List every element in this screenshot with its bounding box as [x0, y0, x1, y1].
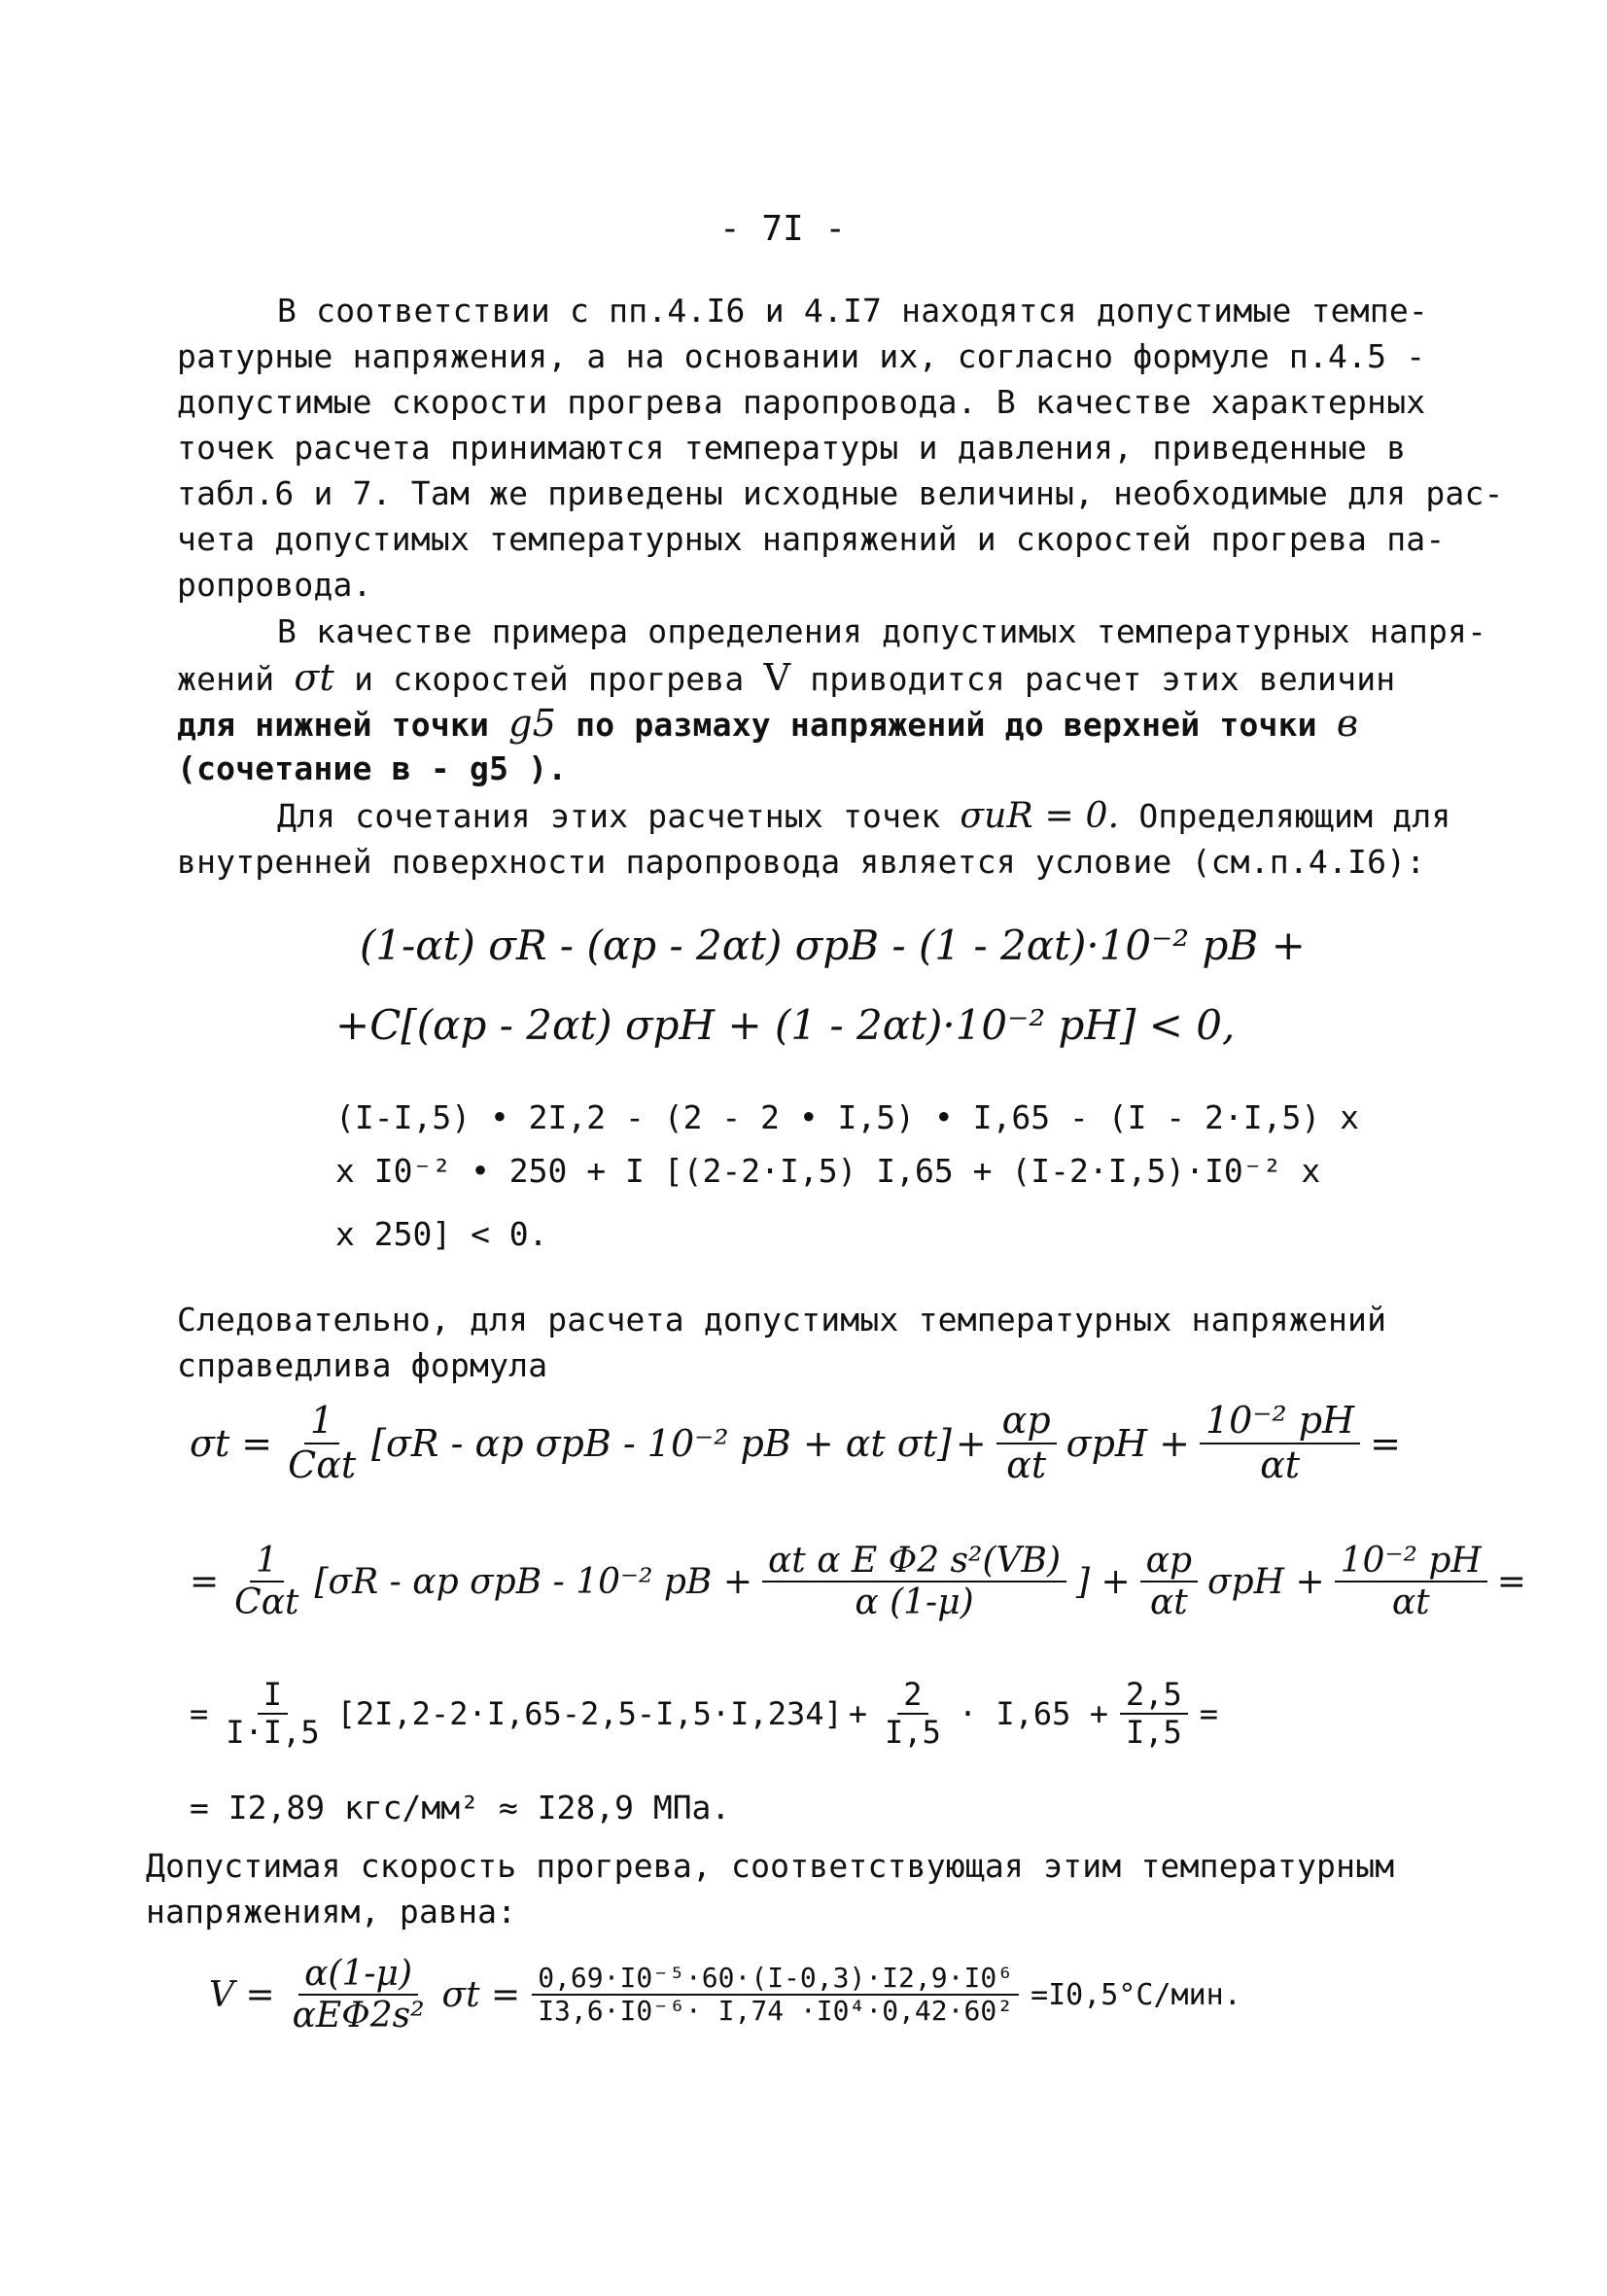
- fraction: [228, 1541, 304, 1623]
- fraction: [532, 1963, 1019, 2027]
- fraction: [996, 1400, 1057, 1486]
- text: по размаху напряжений до верхней точки: [576, 706, 1317, 744]
- paragraph1-line: табл.6 и 7. Там же приведены исходные величины, необходимые для рас-: [177, 474, 1504, 512]
- fraction: [762, 1541, 1066, 1623]
- numeric-check-row2: x I0⁻² • 250 + I [(2-2·I,5) I,65 + (I-2·I,5)·I0⁻² x: [335, 1152, 1321, 1190]
- numerator: αp: [1140, 1541, 1198, 1583]
- page-number: - 7I -: [719, 209, 847, 249]
- paragraph4-line: Следовательно, для расчета допустимых температурных напряжений: [177, 1301, 1387, 1339]
- denominator: I3,6·I0⁻⁶· I,74 ·I0⁴·0,42·60²: [538, 1995, 1014, 2028]
- numeric-check-row1: (I-I,5) • 2I,2 - (2 - 2 • I,5) • I,65 - (I - 2·I,5) x: [335, 1098, 1359, 1136]
- sigma-symbol: σt =: [441, 1974, 521, 2015]
- fraction: [220, 1677, 325, 1751]
- formula-sigma-row1: [190, 1400, 1401, 1486]
- numerator: αt α E Φ2 s²(VB): [762, 1541, 1066, 1583]
- formula-lhs: σt =: [190, 1421, 273, 1465]
- sigma-r-symbol: σиR = 0.: [960, 796, 1120, 836]
- equals-sign: =: [1370, 1421, 1402, 1465]
- condition-row2: +C[(αp - 2αt) σpH + (1 - 2αt)·10⁻² pH] < 0,: [335, 1001, 1236, 1049]
- numerator: 2,5: [1120, 1677, 1188, 1715]
- denominator: I,5: [1125, 1713, 1182, 1751]
- numerator: I: [258, 1677, 288, 1715]
- paragraph1-line: чета допустимых температурных напряжений и скоростей прогрева па-: [177, 520, 1446, 558]
- numerator: α(1-μ): [298, 1954, 418, 1996]
- paragraph4-line: справедлива формула: [177, 1346, 548, 1384]
- denominator: αEΦ2s²: [292, 1996, 425, 2036]
- plus-sign: +: [955, 1421, 987, 1465]
- paragraph3-line1: [277, 797, 1450, 836]
- numerator: 10⁻² pH: [1335, 1541, 1487, 1583]
- denominator: αt: [1149, 1583, 1188, 1623]
- paragraph5-line: Допустимая скорость прогрева, соответствующая этим температурным: [146, 1847, 1395, 1885]
- condition-row1: (1-αt) σR - (αp - 2αt) σpB - (1 - 2αt)·10⁻² pB +: [360, 922, 1306, 969]
- text: жений: [177, 660, 275, 698]
- numeric-check-row3: x 250] < 0.: [335, 1215, 548, 1253]
- denominator: αt: [1260, 1443, 1301, 1486]
- equals-sign: =: [190, 1561, 220, 1602]
- numerator: 1: [304, 1400, 339, 1444]
- numerator: 10⁻² pH: [1200, 1400, 1360, 1444]
- fraction: [1120, 1677, 1188, 1751]
- paragraph5-line: напряжениям, равна:: [146, 1893, 517, 1931]
- denominator: I,5: [885, 1713, 941, 1751]
- fraction: [1200, 1400, 1360, 1486]
- paragraph1-line: ропровода.: [177, 566, 372, 604]
- result-line: = I2,89 кгс/мм² ≈ I28,9 МПа.: [190, 1789, 731, 1826]
- denominator: Cαt: [234, 1583, 299, 1623]
- fraction: [879, 1677, 947, 1751]
- paragraph3-line2: внутренней поверхности паропровода является условие (см.п.4.I6):: [177, 843, 1426, 881]
- denominator: Cαt: [288, 1443, 357, 1486]
- denominator: αt: [1006, 1443, 1047, 1486]
- term: · I,65 +: [958, 1694, 1108, 1732]
- bracket-expression: [σR - αp σpB - 10⁻² pB +: [314, 1561, 752, 1602]
- bracket-expression: [σR - αp σpB - 10⁻² pB + αt σt]: [371, 1421, 952, 1465]
- denominator: I·I,5: [226, 1713, 320, 1751]
- text: для нижней точки: [177, 706, 490, 744]
- text: Определяющим для: [1138, 797, 1451, 835]
- formula-numeric: [190, 1677, 1218, 1751]
- equals-sign: =: [190, 1694, 209, 1732]
- bracket-expression: [2I,2-2·I,65-2,5-I,5·I,234]: [336, 1694, 843, 1732]
- result-value: =I0,5°C/мин.: [1031, 1977, 1241, 2012]
- paragraph2-line4: (сочетание в - g5 ).: [177, 749, 568, 787]
- fraction: [1140, 1541, 1198, 1623]
- numerator: αp: [996, 1400, 1057, 1444]
- numerator: 0,69·I0⁻⁵·60·(I-0,3)·I2,9·I0⁶: [532, 1963, 1019, 1996]
- numerator: 1: [250, 1541, 284, 1583]
- paragraph2-line2: [177, 658, 1395, 699]
- paragraph1-line: допустимые скорости прогрева паропровода. В качестве характерных: [177, 383, 1426, 421]
- paragraph2-line3: [177, 704, 1358, 745]
- paragraph1-line: ратурные напряжения, а на основании их, согласно формуле п.4.5 -: [177, 337, 1426, 375]
- paragraph1-line: В соответствии с пп.4.I6 и 4.I7 находятся допустимые темпе-: [277, 292, 1428, 330]
- fraction: [1335, 1541, 1487, 1623]
- equals-sign: =: [1496, 1561, 1526, 1602]
- denominator: α (1-μ): [855, 1583, 974, 1623]
- fraction: [287, 1954, 431, 2036]
- formula-v: [209, 1954, 1241, 2036]
- numerator: 2: [897, 1677, 927, 1715]
- formula-sigma-row2: [190, 1541, 1526, 1623]
- denominator: αt: [1391, 1583, 1430, 1623]
- paragraph2-line1: В качестве примера определения допустимых температурных напря-: [277, 612, 1487, 650]
- plus-sign: +: [848, 1694, 868, 1732]
- b-symbol: в: [1336, 702, 1359, 745]
- v-symbol: V: [763, 656, 791, 699]
- fraction: [282, 1400, 362, 1486]
- text: Для сочетания этих расчетных точек: [277, 797, 941, 835]
- bracket-close: ] +: [1076, 1561, 1131, 1602]
- g5-symbol: g5: [508, 702, 557, 745]
- equals-sign: =: [1199, 1694, 1219, 1732]
- text: и скоростей прогрева: [354, 660, 745, 698]
- text: приводится расчет этих величин: [810, 660, 1396, 698]
- term: σpH +: [1207, 1561, 1325, 1602]
- paragraph1-line: точек расчета принимаются температуры и давления, приведенные в: [177, 429, 1407, 467]
- formula-lhs: V =: [209, 1974, 275, 2015]
- sigma-t-symbol: σt: [294, 656, 335, 699]
- term: σpH +: [1066, 1421, 1190, 1465]
